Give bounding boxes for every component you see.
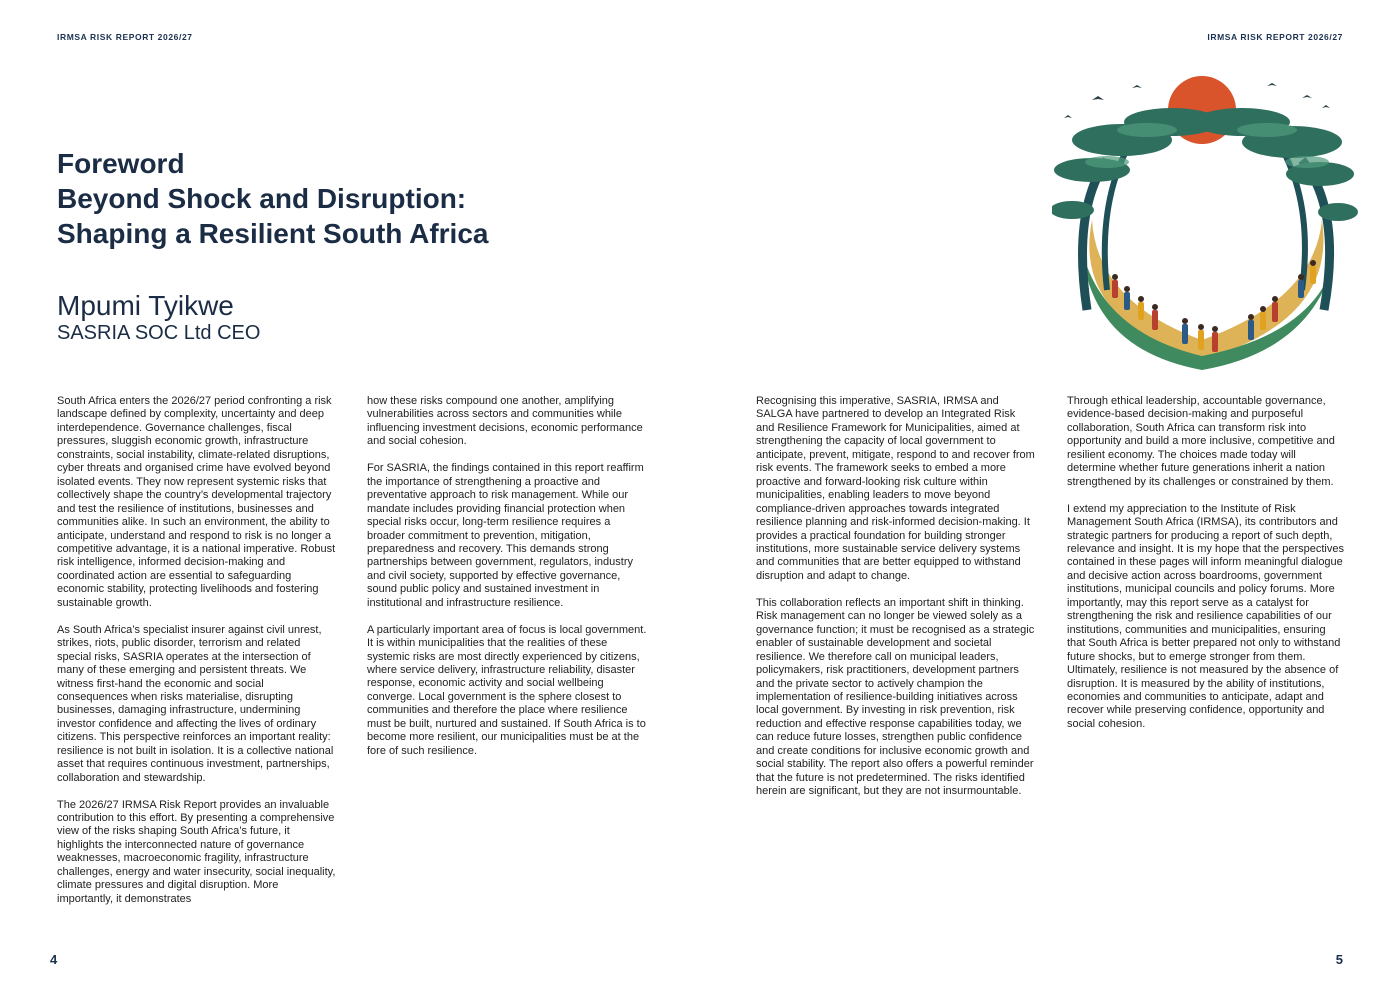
paragraph: I extend my appreciation to the Institute of Risk Management South Africa (IRMSA), its contributors and strategic partners for producing a report of such depth, relevance and insight. It is my hope that the perspectives contained in these pages will inform meaningful dialogue and decisive action across boardrooms, government institutions, municipal councils and policy forums. More importantly, may this report serve as a catalyst for strengthening the risk and resilience capabilities of our institutions, communities and municipalities, ensuring that South Africa is better prepared not only to withstand future shocks, but to emerge stronger from them. Ultimately, resilience is not measured by the absence of disruption. It is measured by the ability of institutions, economies and communities to anticipate, adapt and recover while preserving confidence, opportunity and social cohesion. [1067,502,1344,730]
author-role: SASRIA SOC Ltd CEO [57,322,261,344]
page-number: 4 [50,952,58,967]
foreword-title-block [57,146,488,251]
text-column-1 [57,395,337,920]
paragraph: South Africa enters the 2026/27 period confronting a risk landscape defined by complexity, uncertainty and deep interdependence. Governance challenges, fiscal pressures, sluggish economic growth, infrastructure constraints, social instability, climate-related disruptions, cyber threats and organised crime have evolved beyond isolated events. They now represent systemic risks that collectively shape the country’s developmental trajectory and test the resilience of institutions, businesses and communities alike. In such an environment, the ability to anticipate, understand and respond to risk is no longer a competitive advantage, it is a national imperative. Robust risk intelligence, informed decision-making and coordinated action are essential to safeguarding economic stability, protecting livelihoods and fostering sustainable growth. [57,395,336,609]
text-column-3 [756,395,1036,812]
paragraph: how these risks compound one another, amplifying vulnerabilities across sectors and communities while influencing investment decisions, economic performance and social cohesion. [367,395,643,448]
running-header: IRMSA RISK REPORT 2026/27 [57,32,193,42]
paragraph: As South Africa’s specialist insurer against civil unrest, strikes, riots, public disorder, terrorism and related special risks, SASRIA operates at the intersection of many of these emerging and persistent threats. We witness first-hand the economic and social consequences when risks materialise, disrupting businesses, damaging infrastructure, undermining investor confidence and affecting the lives of ordinary citizens. This perspective reinforces an important reality: resilience is not built in isolation. It is a collective national asset that requires continuous investment, partnerships, collaboration and stewardship. [57,623,334,784]
tree-arch-illustration [1052,70,1358,378]
page-number: 5 [1335,952,1343,967]
right-page [700,0,1400,991]
paragraph: The 2026/27 IRMSA Risk Report provides an invaluable contribution to this effort. By presenting a comprehensive view of the risks shaping South Africa’s future, it highlights the interconnected nature of governance weaknesses, macroeconomic fragility, infrastructure challenges, energy and water insecurity, social inequality, climate pressures and digital disruption. More importantly, it demonstrates [57,798,336,905]
text-column-2 [367,395,647,772]
title-line-shaping: Shaping a Resilient South Africa [57,218,489,249]
text-column-4 [1067,395,1347,745]
paragraph: This collaboration reflects an important shift in thinking. Risk management can no longer be viewed solely as a governance function; it must be recognised as a strategic enabler of sustainable development and societal resilience. We therefore call on municipal leaders, policymakers, risk practitioners, development partners and the private sector to actively champion the implementation of resilience-building initiatives across local government. By investing in risk prevention, risk reduction and effective response capabilities today, we can reduce future losses, strengthen public confidence and create conditions for inclusive economic growth and social stability. The report also offers a powerful reminder that the future is not predetermined. The risks identified herein are significant, but they are not insurmountable. [756,596,1035,798]
paragraph: Recognising this imperative, SASRIA, IRMSA and SALGA have partnered to develop an Integrated Risk and Resilience Framework for Municipalities, aimed at strengthening the capacity of local government to anticipate, prevent, mitigate, respond to and recover from risk events. The framework seeks to embed a more proactive and forward-looking risk culture within municipalities, enabling leaders to move beyond compliance-driven approaches towards integrated resilience planning and risk-informed decision-making. It provides a practical foundation for building stronger institutions, more sustainable service delivery systems and communities that are better equipped to withstand disruption and adapt to change. [756,395,1035,582]
title-line-foreword: Foreword [57,148,185,179]
paragraph: A particularly important area of focus is local government. It is within municipalities that the realities of these systemic risks are most directly experienced by citizens, where service delivery, infrastructure reliability, disaster response, economic activity and social wellbeing converge. Local government is the sphere closest to communities and therefore the place where resilience must be built, nurtured and sustained. If South Africa is to become more resilient, our municipalities must be at the fore of such resilience. [367,623,647,757]
author-name: Mpumi Tyikwe [57,290,234,321]
running-header: IRMSA RISK REPORT 2026/27 [1207,32,1343,42]
title-line-beyond-shock: Beyond Shock and Disruption: [57,183,467,214]
paragraph: For SASRIA, the findings contained in this report reaffirm the importance of strengthening a proactive and preventative approach to risk management. While our mandate includes providing financial protection when special risks occur, long-term resilience requires a broader commitment to prevention, mitigation, preparedness and recovery. This demands strong partnerships between government, regulators, industry and civil society, supported by effective governance, sound public policy and sustained investment in institutional and infrastructure resilience. [367,462,644,609]
paragraph: Through ethical leadership, accountable governance, evidence-based decision-making and purposeful collaboration, South Africa can transform risk into opportunity and build a more inclusive, competitive and resilient economy. The choices made today will determine whether future generations inherit a nation strengthened by its challenges or constrained by them. [1067,395,1335,488]
